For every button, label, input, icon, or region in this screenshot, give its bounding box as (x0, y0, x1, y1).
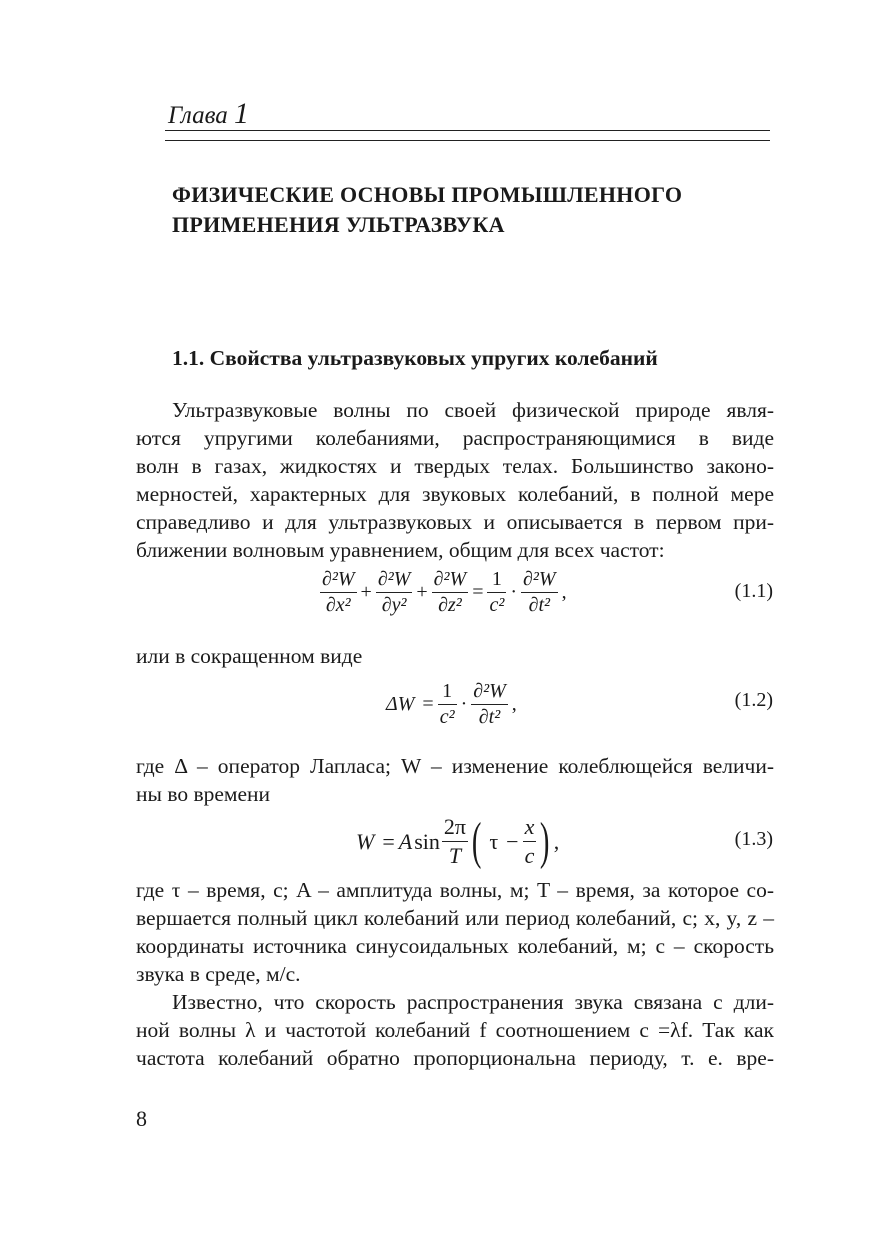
page-number: 8 (136, 1106, 147, 1131)
chapter-heading (168, 97, 249, 131)
fraction-d2w-dx2 (320, 568, 357, 617)
equation-number: (1.3) (734, 828, 773, 850)
text-line: справедливо и для ультразвуковых и описывается в первом при- (136, 510, 774, 534)
paragraph-laplace-desc (136, 752, 774, 808)
text-line: волн в газах, жидкостях и твердых телах. Большинство законо- (136, 454, 774, 478)
numerator: ∂²W (377, 568, 411, 590)
chapter-rule-bottom (165, 140, 770, 141)
denominator: c² (489, 594, 505, 616)
text-line: где τ – время, с; A – амплитуда волны, м; T – время, за которое со- (136, 878, 774, 902)
denominator: ∂t² (521, 592, 558, 617)
sin-function: sin (414, 828, 440, 854)
equation-wave: $\frac{\text{∂²W}}{\text{∂x²}}$ + $\frac{\text{∂²W}}{\text{∂y²}}$ + $\frac{\text{∂²W}}{\text{∂z²}}$ = $\frac{1}{\text{c²}}$ · $\frac{\text{∂²W}}{\text{∂t²}}$ , (322, 568, 567, 616)
lhs: W (356, 828, 375, 854)
equation-number: (1.1) (734, 580, 773, 602)
numerator: x (524, 814, 535, 839)
text-line: ближении волновым уравнением, общим для всех частот: (136, 538, 665, 562)
section-title: 1.1. Свойства ультразвуковых упругих колебаний (172, 346, 658, 370)
text-line: Известно, что скорость распространения звука связана с дли- (172, 990, 774, 1014)
numerator: 1 (491, 568, 502, 590)
fraction-d2w-dt2 (471, 680, 508, 729)
numerator: 2π (443, 814, 466, 839)
text-line: Ультразвуковые волны по своей физической природе явля- (172, 398, 774, 422)
fraction-x-c (523, 814, 537, 869)
denominator: ∂t² (471, 704, 508, 729)
fraction-d2w-dz2 (432, 568, 469, 617)
equation-sine-wave: W = Asin $\frac{2\pi}{T}$ ( τ − $\frac{x}{c}$ ) , (356, 812, 560, 870)
numerator: 1 (442, 680, 453, 702)
lhs: ΔW (386, 693, 415, 715)
chapter-number: 1 (234, 97, 250, 130)
numerator: ∂²W (322, 568, 355, 590)
fraction-1-c2 (438, 680, 457, 729)
denominator: ∂z² (432, 592, 469, 617)
fraction-d2w-dt2 (521, 568, 558, 617)
denominator: T (442, 841, 468, 869)
equation-laplace: ΔW = $\frac{1}{\text{c²}}$ · $\frac{\text{∂²W}}{\text{∂t²}}$ , (386, 680, 517, 728)
text-line: ны во времени (136, 782, 271, 806)
text-line: ются упругими колебаниями, распространяющимися в виде (136, 426, 774, 450)
denominator: ∂x² (320, 592, 357, 617)
text-line: координаты источника синусоидальных колебаний, м; c – скорость (136, 934, 774, 958)
paragraph-speed (136, 988, 774, 1072)
fraction-d2w-dy2 (376, 568, 413, 617)
paragraph-variables (136, 876, 774, 988)
tau: τ (489, 828, 499, 854)
chapter-rule-top (165, 130, 770, 131)
denominator: c (524, 843, 535, 868)
numerator: ∂²W (433, 568, 467, 590)
fraction-1-c2 (487, 568, 506, 617)
paragraph-intro (136, 396, 774, 564)
numerator: ∂²W (523, 568, 556, 590)
text-line: где Δ – оператор Лапласа; W – изменение колеблющейся величи- (136, 754, 774, 778)
denominator: c² (439, 706, 455, 728)
paragraph-short-form: или в сокращенном виде (136, 644, 363, 668)
chapter-label: Глава (168, 102, 228, 129)
text-line: звука в среде, м/с. (136, 962, 301, 986)
chapter-title (172, 180, 772, 240)
denominator: ∂y² (376, 592, 413, 617)
equation-number: (1.2) (734, 689, 773, 711)
chapter-title-line: ПРИМЕНЕНИЯ УЛЬТРАЗВУКА (172, 212, 505, 237)
fraction-2pi-t (442, 814, 468, 869)
amplitude: A (398, 828, 413, 854)
text-line: частота колебаний обратно пропорциональна периоду, т. е. вре- (136, 1046, 774, 1070)
text-line: вершается полный цикл колебаний или период колебаний, с; x, y, z – (136, 906, 774, 930)
numerator: ∂²W (473, 680, 506, 702)
text-line: мерностей, характерных для звуковых колебаний, в полной мере (136, 482, 774, 506)
chapter-title-line: ФИЗИЧЕСКИЕ ОСНОВЫ ПРОМЫШЛЕННОГО (172, 182, 683, 207)
text-line: ной волны λ и частотой колебаний f соотношением c =λf. Так как (136, 1018, 774, 1042)
